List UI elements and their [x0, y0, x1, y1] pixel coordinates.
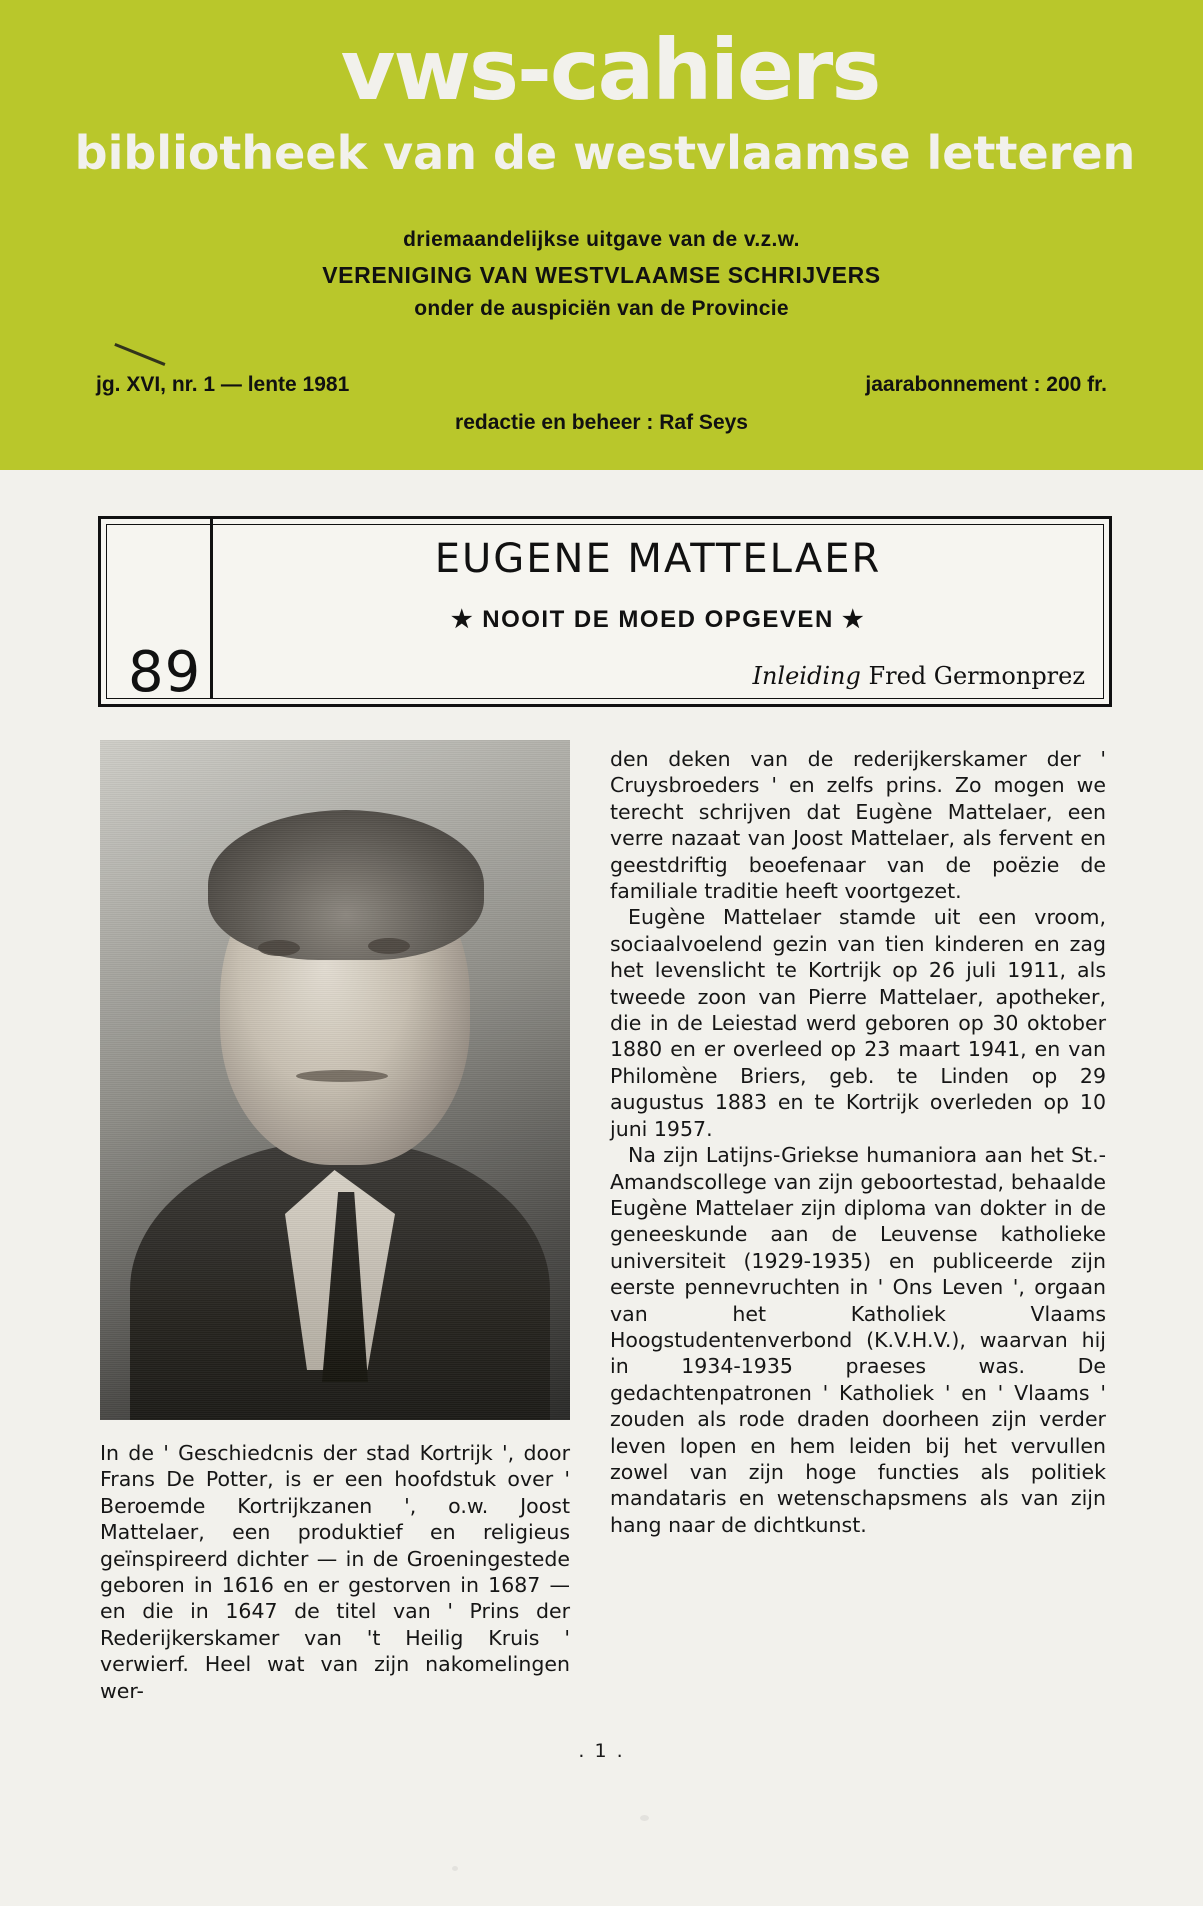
byline-label: Inleiding [752, 662, 861, 690]
paragraph: Eugène Mattelaer stamde uit een vroom, sociaalvoelend gezin van tien kinderen en zag het levenslicht te Kortrijk op 26 juli 1911, als tweede zoon van Pierre Mattelaer, apotheker, die in de Leiestad werd geboren op 30 oktober 1880 en er overleed op 23 maart 1941, en van Philomène Briers, geb. te Linden op 29 augustus 1883 en te Kortrijk overleden op 10 juni 1957. [610, 905, 1106, 1141]
paper-speck [452, 1866, 458, 1871]
issue-info: jg. XVI, nr. 1 — lente 1981 [96, 373, 350, 396]
publication-logo: vws-cahiers [340, 21, 880, 119]
masthead-line-3: onder de auspiciën van de Provincie [414, 297, 789, 320]
body-column-left [100, 1440, 570, 1704]
photo-hair [208, 810, 484, 960]
paper-speck [640, 1815, 649, 1821]
page-number: . 1 . [578, 1740, 625, 1762]
editorial-info: redactie en beheer : Raf Seys [455, 411, 748, 434]
paragraph: den deken van de rederijkerskamer der ' Cruysbroeders ' en zelfs prins. Zo mogen we terecht schrijven dat Eugène Mattelaer, een verre nazaat van Joost Mattelaer, als fervent en geestdriftig beoefenaar van de poëzie de familiale traditie heeft voortgezet. [610, 747, 1106, 904]
paragraph: In de ' Geschiedcnis der stad Kortrijk ', door Frans De Potter, is er een hoofdstuk over ' Beroemde Kortrijkzanen ', o.w. Joost Mattelaer, een produktief en religieus geïnspireerd dichter — in de Groeningestede geboren in 1616 en er gestorven in 1687 — en die in 1647 de titel van ' Prins der Rederijkerskamer van 't Heilig Kruis ' verwierf. Heel wat van zijn nakomelingen wer- [100, 1441, 570, 1703]
byline-author: Fred Germonprez [868, 662, 1085, 690]
photo-mouth [296, 1070, 388, 1082]
photo-eye-left [258, 940, 300, 956]
masthead-inner [0, 0, 1203, 470]
byline [752, 662, 1085, 690]
title-box-divider [210, 519, 213, 698]
publication-subtitle: bibliotheek van de westvlaamse letteren [74, 126, 1136, 180]
body-column-right [610, 746, 1106, 1538]
article-subtitle: ★ NOOIT DE MOED OPGEVEN ★ [451, 606, 865, 633]
page-title: EUGENE MATTELAER [434, 536, 882, 582]
photo-eye-right [368, 938, 410, 954]
masthead-line-1: driemaandelijkse uitgave van de v.z.w. [403, 228, 800, 251]
issue-number: 89 [128, 640, 202, 705]
paragraph: Na zijn Latijns-Griekse humaniora aan het St.-Amandscollege van zijn geboortestad, behaalde Eugène Mattelaer zijn diploma van dokter in de geneeskunde aan de Leuvense katholieke universiteit (1929-1935) en publiceerde zijn eerste pennevruchten in ' Ons Leven ', orgaan van het Katholiek Vlaams Hoogstudentenverbond (K.V.H.V.), waarvan hij in 1934-1935 praeses was. De gedachtenpatronen ' Katholiek ' en ' Vlaams ' zouden als rode draden doorheen zijn verder leven lopen en hem leiden bij het vervullen zowel van zijn hoge functies als politiek mandataris en wetenschapsmens als van zijn hang naar de dichtkunst. [610, 1143, 1106, 1537]
masthead-line-2: VERENIGING VAN WESTVLAAMSE SCHRIJVERS [322, 262, 881, 288]
portrait-photo [100, 740, 570, 1420]
masthead [0, 0, 1203, 470]
subscription-info: jaarabonnement : 200 fr. [865, 373, 1107, 396]
